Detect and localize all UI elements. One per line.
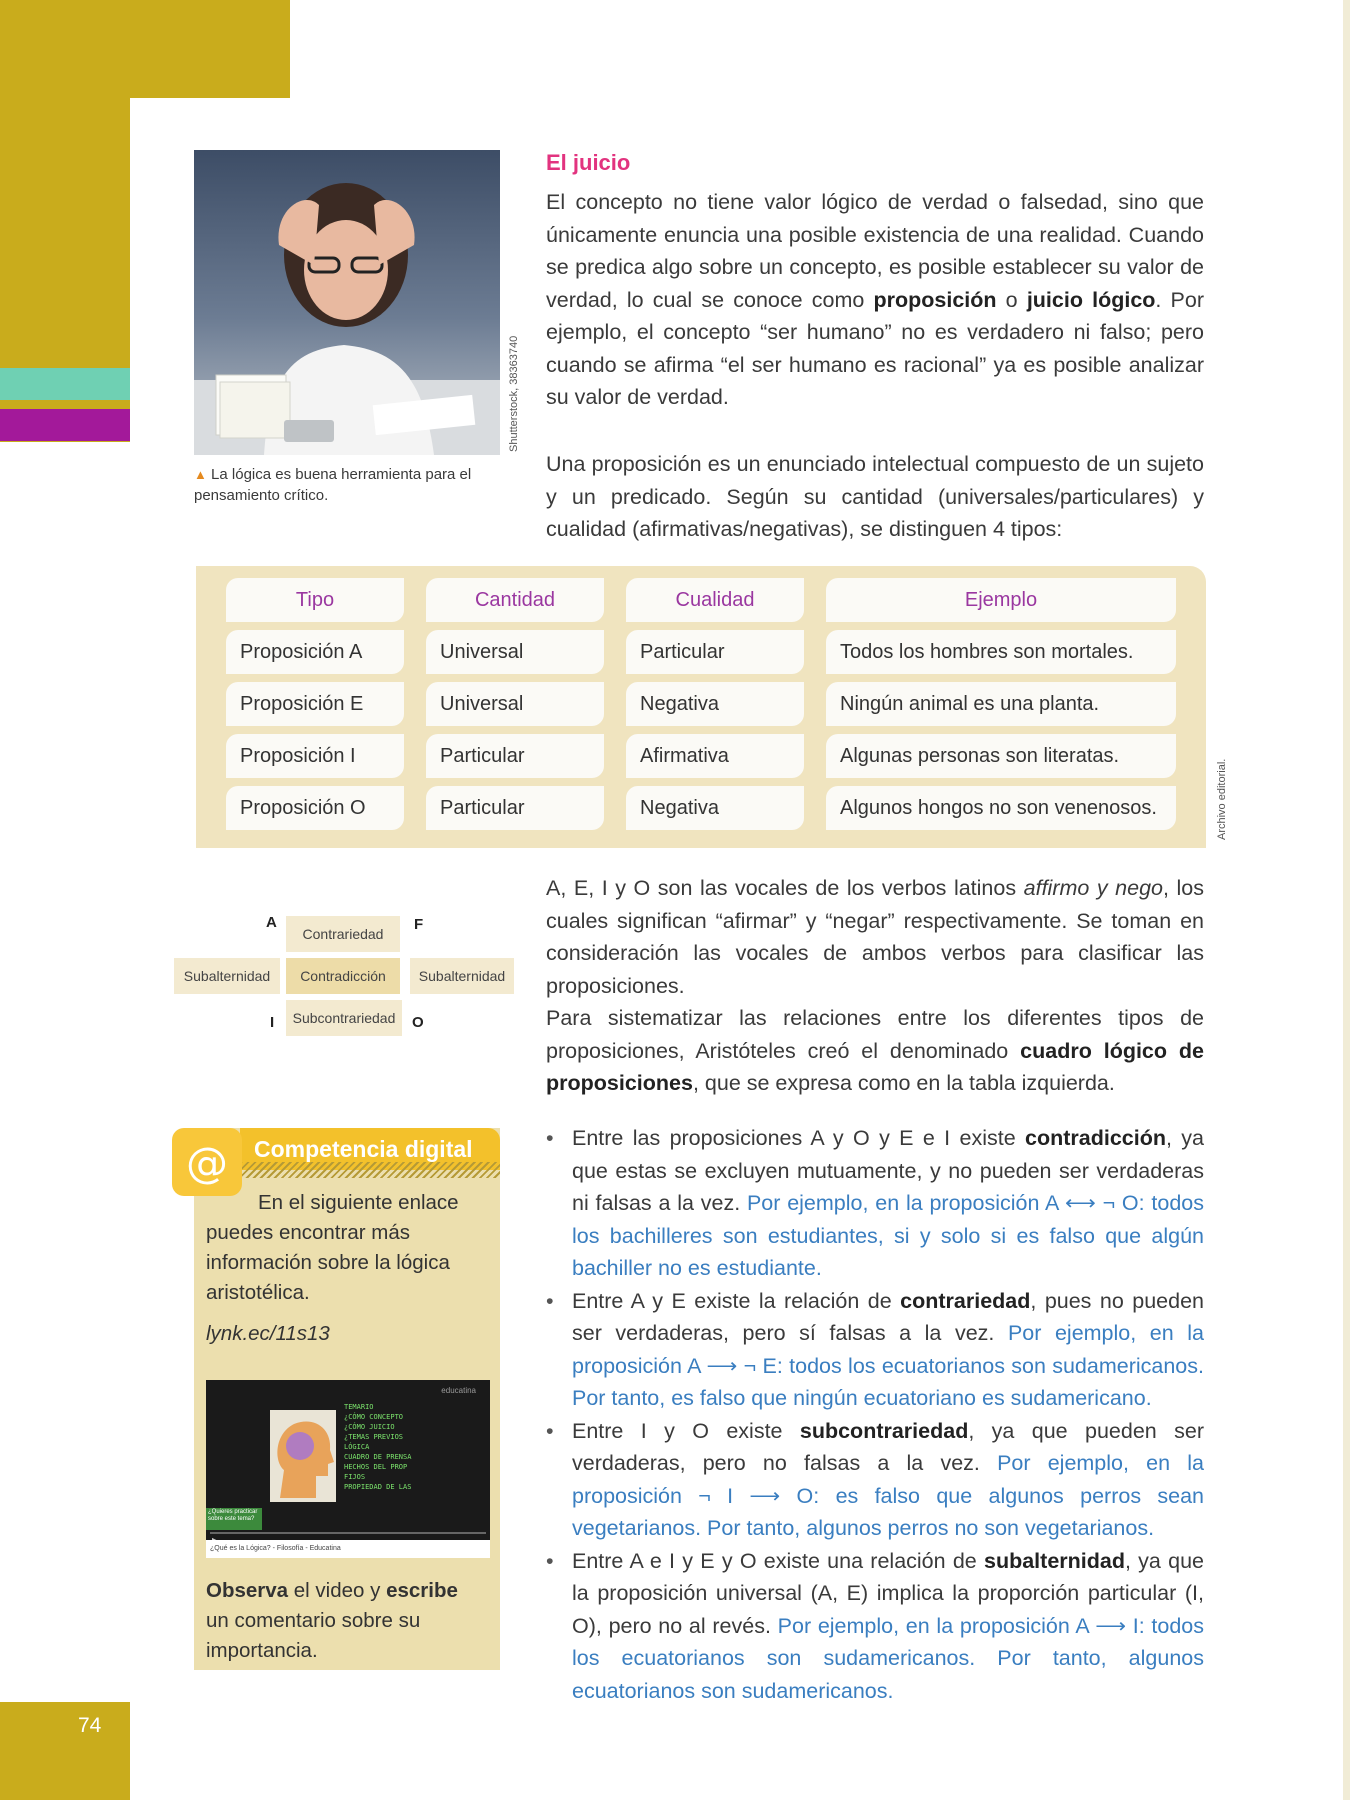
para1-text-2: o [996,287,1027,312]
table-cell: Ningún animal es una planta. [826,682,1176,726]
bullet-example: Por ejemplo, en la proposición A ⟶ I: todos los ecuatorianos son sudamericanos. Por tanto, algunos ecuatorianos son sudamericanos. [572,1613,1205,1703]
paragraph-proposition: Una proposición es un enunciado intelectual compuesto de un sujeto y un predicado. Según su cantidad (universales/particulares) y cualidad (afirmativas/negativas), se distinguen 4 tipos: [546,452,1204,541]
bullet-bold: subalternidad [984,1548,1125,1573]
paragraph-aristotle [546,1002,1204,1100]
para4-bold: cuadro lógico de proposiciones [546,1038,1204,1095]
video-brand: educatina [441,1386,476,1395]
bullet-bold: contrariedad [900,1288,1031,1313]
square-subalternidad-right: Subalternidad [410,958,514,994]
table-cell: Particular [626,630,804,674]
table-cell: Particular [426,786,604,830]
table-cell: Universal [426,630,604,674]
table-cell: Proposición O [226,786,404,830]
bullet-text: , pues no pueden ser verdaderas, pero sí falsas a la vez. [572,1288,1204,1345]
magenta-accent-bar [0,409,130,441]
stressed-woman-photo [194,150,500,455]
competencia-link[interactable]: lynk.ec/11s13 [206,1322,330,1345]
table-cell: Particular [426,734,604,778]
para3-text-2: , los cuales significan “afirmar” y “negar” respectivamente. Se toman en consideración las vocales de ambos verbos para clasificar las proposiciones. [546,876,1204,998]
bullet-text: , ya que estas se excluyen mutuamente, y no pueden ser verdaderas ni falsas a la vez. [572,1126,1204,1215]
bullet-text: Entre I y O existe [572,1418,800,1443]
bullet-example: Por ejemplo, en la proposición A ⟷ ¬ O: todos los bachilleres son estudiantes, si y solo si es falso que algún bachiller no es estudiante. [572,1191,1204,1280]
photo-credit: Shutterstock, 38363740 [508,335,520,452]
list-item [546,1415,1204,1545]
photo-caption [194,464,494,506]
video-thumbnail[interactable] [206,1380,490,1558]
para3-italic: affirmo y nego [1023,876,1163,900]
bullet-example: Por ejemplo, en la proposición ¬ I ⟶ O: es falso que algunos perros sean vegetarianos. Por tanto, algunos perros no son vegetarianos. [572,1451,1204,1540]
page-top-band [0,0,290,98]
table-cell: Proposición E [226,682,404,726]
at-icon: @ [172,1128,242,1196]
bullet-text: Entre A y E existe la relación de [572,1288,901,1313]
square-letter-a: A [266,914,277,931]
table-cell: Negativa [626,682,804,726]
page-number: 74 [78,1714,102,1737]
list-item [546,1545,1204,1708]
relations-list [546,1122,1204,1707]
para1-text-1: El concepto no tiene valor lógico de verdad o falsedad, sino que únicamente enuncia una posible existencia de una realidad. Cuando se predica algo sobre un concepto, es posible establecer su valor de verdad, lo cual se conoce como [546,190,1204,312]
video-note: LÓGICA [344,1443,370,1451]
para3-text-1: A, E, I y O son las vocales de los verbos latinos [546,876,1024,900]
list-item [546,1285,1204,1415]
caption-triangle-icon: ▲ [194,467,207,482]
table-cell: Proposición A [226,630,404,674]
video-note: ¿TEMAS PREVIOS [344,1433,404,1441]
video-caption-text: ¿Qué es la Lógica? - Filosofía - Educatina [210,1545,341,1552]
photo-caption-text: La lógica es buena herramienta para el pensamiento crítico. [194,466,472,504]
table-credit: Archivo editorial. [1216,758,1228,840]
square-letter-i: I [270,1014,275,1031]
bullet-text: , ya que la proposición universal (A, E) implica la proporción particular (I, O), pero no al revés. [572,1548,1205,1638]
bullet-text: , ya que pueden ser verdaderas, pero no falsas a la vez. [572,1418,1204,1475]
section-title: El juicio [546,150,631,175]
para4-text-2: , que se expresa como en la tabla izquierda. [692,1071,1115,1095]
video-progress-track[interactable] [210,1532,486,1534]
instruction-bold-2: escribe [386,1579,458,1602]
bullet-example: Por ejemplo, en la proposición A ⟶ ¬ E: todos los ecuatorianos son sudamericanos. Por tanto, es falso que ningún ecuatoriano es sudamericano. [572,1321,1204,1410]
table-cell: Algunas personas son literatas. [826,734,1176,778]
competencia-title: Competencia digital [254,1136,473,1162]
competencia-text: En el siguiente enlace puedes encontrar más información sobre la lógica aristotélica. [206,1191,459,1304]
bullet-text: Entre las proposiciones A y O y E e I existe [572,1126,1025,1150]
page-edge [1343,0,1350,1800]
page-bottom-band [0,1702,130,1800]
square-subcontrariedad: Subcontrariedad [286,1000,402,1036]
instruction-text-2: un comentario sobre su importancia. [206,1609,421,1662]
table-cell: Afirmativa [626,734,804,778]
competencia-instruction [206,1576,486,1666]
para1-text-3: . Por ejemplo, el concepto “ser humano” no es verdadero ni falso; pero cuando se afirma “el ser humano es racional” ya es posible analizar su valor de verdad. [546,287,1205,409]
table-cell: Proposición I [226,734,404,778]
square-contrariedad: Contrariedad [286,916,400,952]
proposition-table [196,566,1206,848]
table-cell: Todos los hombres son mortales. [826,630,1176,674]
head-illustration [270,1410,336,1502]
para1-bold-proposicion: proposición [873,287,997,312]
table-cell: Negativa [626,786,804,830]
video-note: ¿CÓMO CONCEPTO [344,1413,404,1421]
paragraph-vowels [546,872,1204,1002]
video-note: PROPIEDAD DE LAS [344,1483,412,1491]
video-note: TEMARIO [344,1403,374,1411]
teal-accent-bar [0,368,130,400]
video-caption [206,1540,490,1558]
video-note: ¿CÓMO JUICIO [344,1423,395,1431]
square-contradiccion: Contradicción [286,958,400,994]
para4-text-1: Para sistematizar las relaciones entre los diferentes tipos de proposiciones, Aristóteles creó el denominado [546,1006,1204,1063]
bullet-bold: subcontrariedad [799,1418,969,1443]
photo-illustration [194,150,500,455]
square-letter-f: F [414,916,424,933]
paragraph-concept [546,186,1204,414]
video-chalk-notes [344,1402,464,1492]
table-header-cualidad: Cualidad [626,578,804,622]
video-overlay-banner[interactable]: ¿Quieres practicar sobre este tema? [206,1508,262,1530]
margin-white-area [0,442,130,1702]
table-cell: Algunos hongos no son venenosos. [826,786,1176,830]
video-note: HECHOS DEL PROP [344,1463,408,1471]
instruction-text-1: el video y [288,1579,387,1602]
table-header-tipo: Tipo [226,578,404,622]
para1-bold-juicio: juicio lógico [1026,287,1156,312]
video-note: FIJOS [344,1473,366,1481]
bullet-bold: contradicción [1025,1126,1166,1150]
video-note: CUADRO DE PRENSA [344,1453,412,1461]
list-item [546,1122,1204,1285]
competencia-stripes [240,1162,500,1178]
table-header-ejemplo: Ejemplo [826,578,1176,622]
square-letter-o: O [412,1014,424,1031]
table-cell: Universal [426,682,604,726]
instruction-bold-1: Observa [206,1579,289,1602]
bullet-text: Entre A e I y E y O existe una relación de [572,1548,984,1573]
table-header-cantidad: Cantidad [426,578,604,622]
square-subalternidad-left: Subalternidad [174,958,280,994]
